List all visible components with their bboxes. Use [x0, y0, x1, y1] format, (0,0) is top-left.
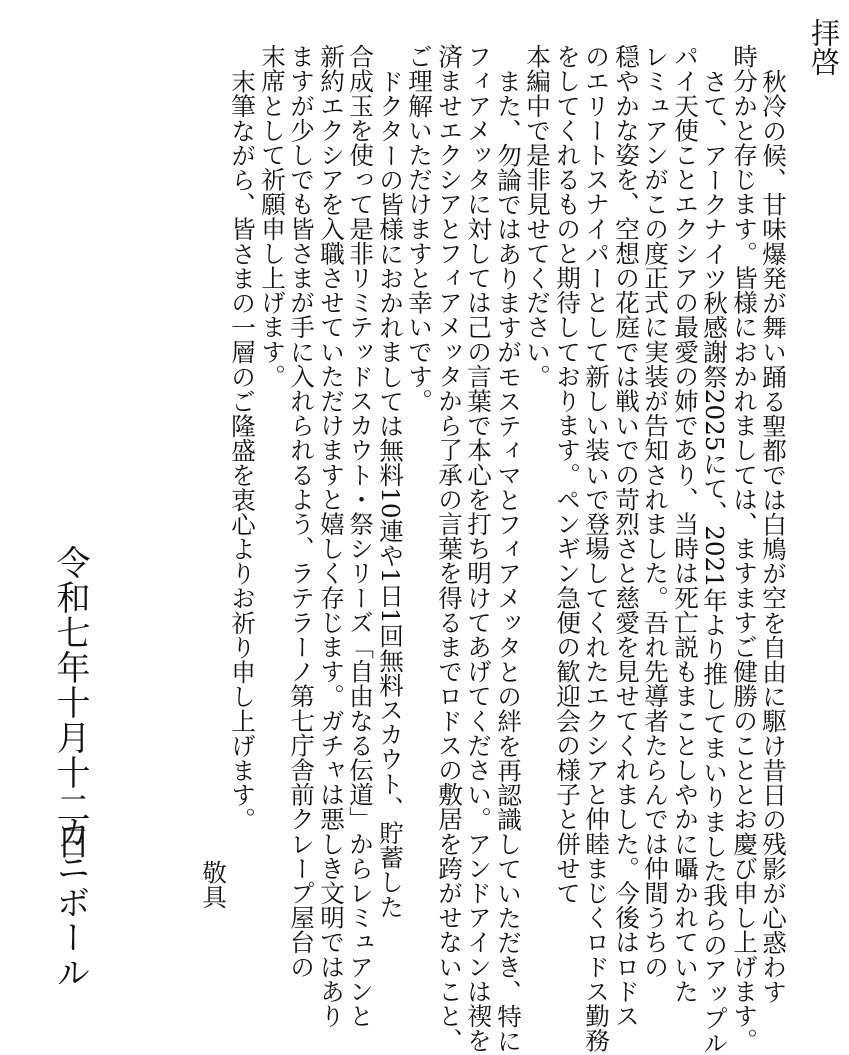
- letter-line-12: 済ませエクシアとフィアメッタから了承の言葉を得るまでロドスの敷居を跨がせないこと、: [435, 44, 464, 1053]
- salutation-heading: 拝啓: [807, 18, 841, 76]
- letter-line-18: 末席として祈願申し上げます。: [258, 44, 287, 389]
- letter-line-14: ドクターの皆様におかれましては無料10連や1日1回無料スカウト、貯蓄した: [376, 69, 405, 919]
- letter-line-15: 合成玉を使って是非リミテッドスカウト・祭シリーズ「自由なる伝道」からレミュアンと: [346, 44, 375, 1028]
- letter-date: 令和七年十月十二日: [50, 545, 90, 860]
- letter-line-17: ますが少しでも皆さまが手に入れられるよう、ラテラーノ第七庁舎前クレープ屋台の: [287, 44, 316, 979]
- letter-line-16: 新約エクシアを入職させていただけますと嬉しく存じます。ガチャは悪しき文明ではあり: [317, 44, 346, 1028]
- letter-line-13: ご理解いただけますと幸いです。: [405, 44, 434, 413]
- letter-line-11: フィアメッタに対しては己の言葉で本心を打ち明けてあげてください。アンドアインは禊を: [464, 44, 493, 1053]
- letter-line-3: さて、アークナイツ秋感謝祭2025にて、2021年より推してまいりました我らのアップル: [700, 69, 729, 1055]
- letter-line-8: をしてくれるものと期待しております。ペンギン急便の歓迎会の様子と併せて: [553, 44, 582, 905]
- letter-line-19: 末筆ながら、皆さまの一層のご隆盛を衷心よりお祈り申し上げます。: [228, 69, 257, 832]
- letter-line-6: 穏やかな姿を、空想の花庭では戦いでの苛烈さと慈愛を見せてくれました。今後はロドス: [612, 44, 641, 1028]
- letter-line-4: パイ天使ことエクシアの最愛の姉であり、当時は死亡説もまことしやかに囁かれていた: [671, 44, 700, 1004]
- letter-line-1: 秋冷の候、甘味爆発が舞い踊る聖都では白鳩が空を自由に駆け昔日の残影が心惑わす: [759, 69, 788, 1004]
- letter-line-10: また、勿論ではありますがモスティマとフィアメッタとの絆を再認識していただき、特に: [494, 69, 523, 1053]
- letter-line-7: のエリートスナイパーとして新しい装いで登場してくれたエクシアと仲睦まじくロドス勤務: [582, 44, 611, 1053]
- letter-signer: カニボール: [50, 815, 90, 990]
- letter-line-2: 時分かと存じます。皆様におかれましては、ますますご健勝のこととお慶び申し上げます。: [730, 44, 759, 1053]
- letter-line-9: 本編中で是非見せてください。: [523, 44, 552, 389]
- letter-line-5: レミュアンがこの度正式に実装が告知されました。吾れ先導者たらんでは仲間うちの: [641, 44, 670, 979]
- closing-keigu: 敬具: [199, 860, 228, 910]
